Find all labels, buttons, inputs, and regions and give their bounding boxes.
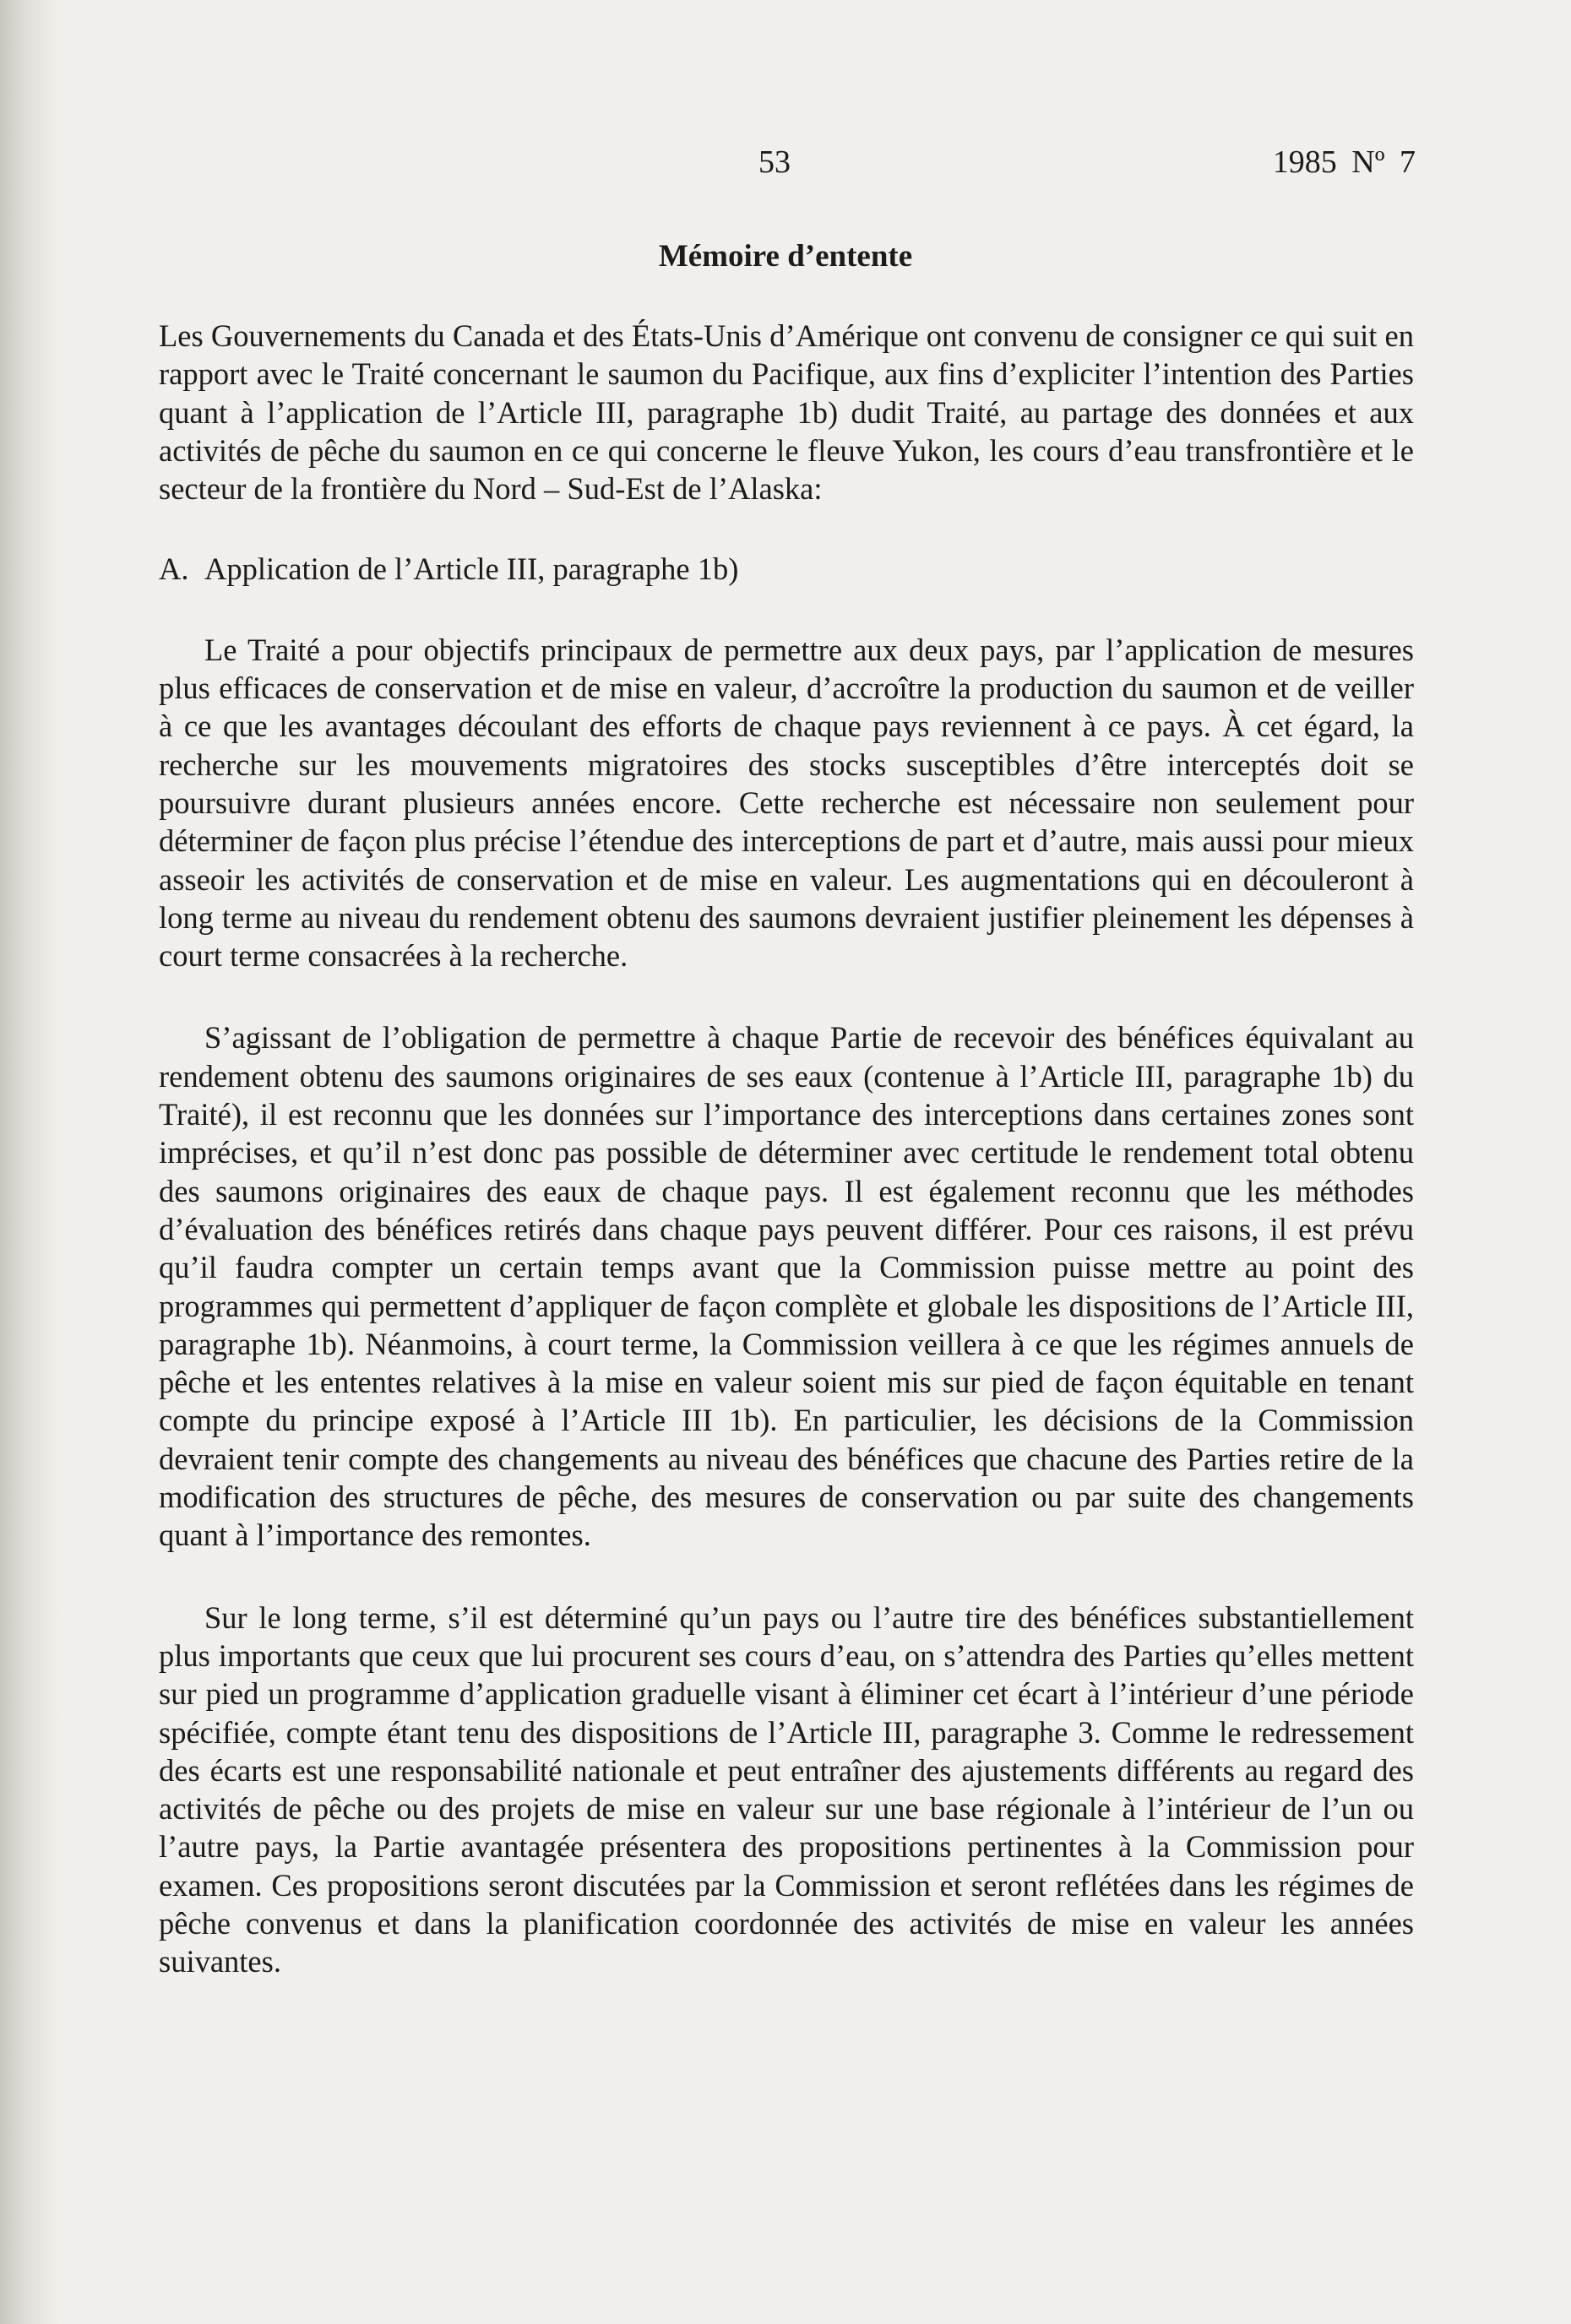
issue-number: 1985 Nº 7 [1272,144,1416,180]
document-title: Mémoire d’entente [658,239,913,274]
page-header [0,144,1571,186]
section-a-heading [159,550,1414,588]
page-number: 53 [758,144,791,180]
section-title: Application de l’Article III, paragraphe 1b) [204,551,739,587]
paragraph-objectives: Le Traité a pour objectifs principaux de permettre aux deux pays, par l’application de mesures plus efficaces de conservation et de mise en valeur, d’accroître la production du saumon et de veiller à ce que les avantages découlant des efforts de chaque pays reviennent à ce pays. À cet égard, la recherche sur les mouvements migratoires des stocks susceptibles d’être interceptés doit se poursuivre durant plusieurs années encore. Cette recherche est nécessaire non seulement pour déterminer de façon plus précise l’étendue des interceptions de part et d’autre, mais aussi pour mieux asseoir les activités de conservation et de mise en valeur. Les augmentations qui en découleront à long terme au niveau du rendement obtenu des saumons devraient justifier pleinement les dépenses à court terme consacrées à la recherche. [159,632,1414,974]
document-body [159,317,1414,1981]
paragraph-long-term: Sur le long terme, s’il est déterminé qu’un pays ou l’autre tire des bénéfices substantiellement plus importants que ceux que lui procurent ses cours d’eau, on s’attendra des Parties qu’elles mettent sur pied un programme d’application graduelle visant à éliminer cet écart à l’intérieur d’une période spécifiée, compte étant tenu des dispositions de l’Article III, paragraphe 3. Comme le redressement des écarts est une responsabilité nationale et peut entraîner des ajustements différents au regard des activités de pêche ou des projets de mise en valeur sur une base régionale à l’intérieur de l’un ou l’autre pays, la Partie avantagée présentera des propositions pertinentes à la Commission pour examen. Ces propositions seront discutées par la Commission et seront reflétées dans les régimes de pêche convenus et dans la planification coordonnée des activités de mise en valeur les années suivantes. [159,1599,1414,1979]
intro-paragraph: Les Gouvernements du Canada et des États-Unis d’Amérique ont convenu de consigner ce qui suit en rapport avec le Traité concernant le saumon du Pacifique, aux fins d’expliciter l’intention des Parties quant à l’application de l’Article III, paragraphe 1b) dudit Traité, au partage des données et aux activités de pêche du saumon en ce qui concerne le fleuve Yukon, les cours d’eau transfrontière et le secteur de la frontière du Nord – Sud-Est de l’Alaska: [159,318,1414,507]
paragraph-obligation: S’agissant de l’obligation de permettre à chaque Partie de recevoir des bénéfices équivalant au rendement obtenu des saumons originaires de ses eaux (contenue à l’Article III, paragraphe 1b) du Traité), il est reconnu que les données sur l’importance des interceptions dans certaines zones sont imprécises, et qu’il n’est donc pas possible de déterminer avec certitude le rendement total obtenu des saumons originaires des eaux de chaque pays. Il est également reconnu que les méthodes d’évaluation des bénéfices retirés dans chaque pays peuvent différer. Pour ces raisons, il est prévu qu’il faudra compter un certain temps avant que la Commission puisse mettre au point des programmes qui permettent d’appliquer de façon complète et globale les dispositions de l’Article III, paragraphe 1b). Néanmoins, à court terme, la Commission veillera à ce que les régimes annuels de pêche et les ententes relatives à la mise en valeur soient mis sur pied de façon équitable en tenant compte du principe exposé à l’Article III 1b). En particulier, les décisions de la Commission devraient tenir compte des changements au niveau des bénéfices que chacune des Parties retire de la modification des structures de pêche, des mesures de conservation ou par suite des changements quant à l’importance des remontes. [159,1020,1414,1553]
section-letter: A. [159,551,189,587]
